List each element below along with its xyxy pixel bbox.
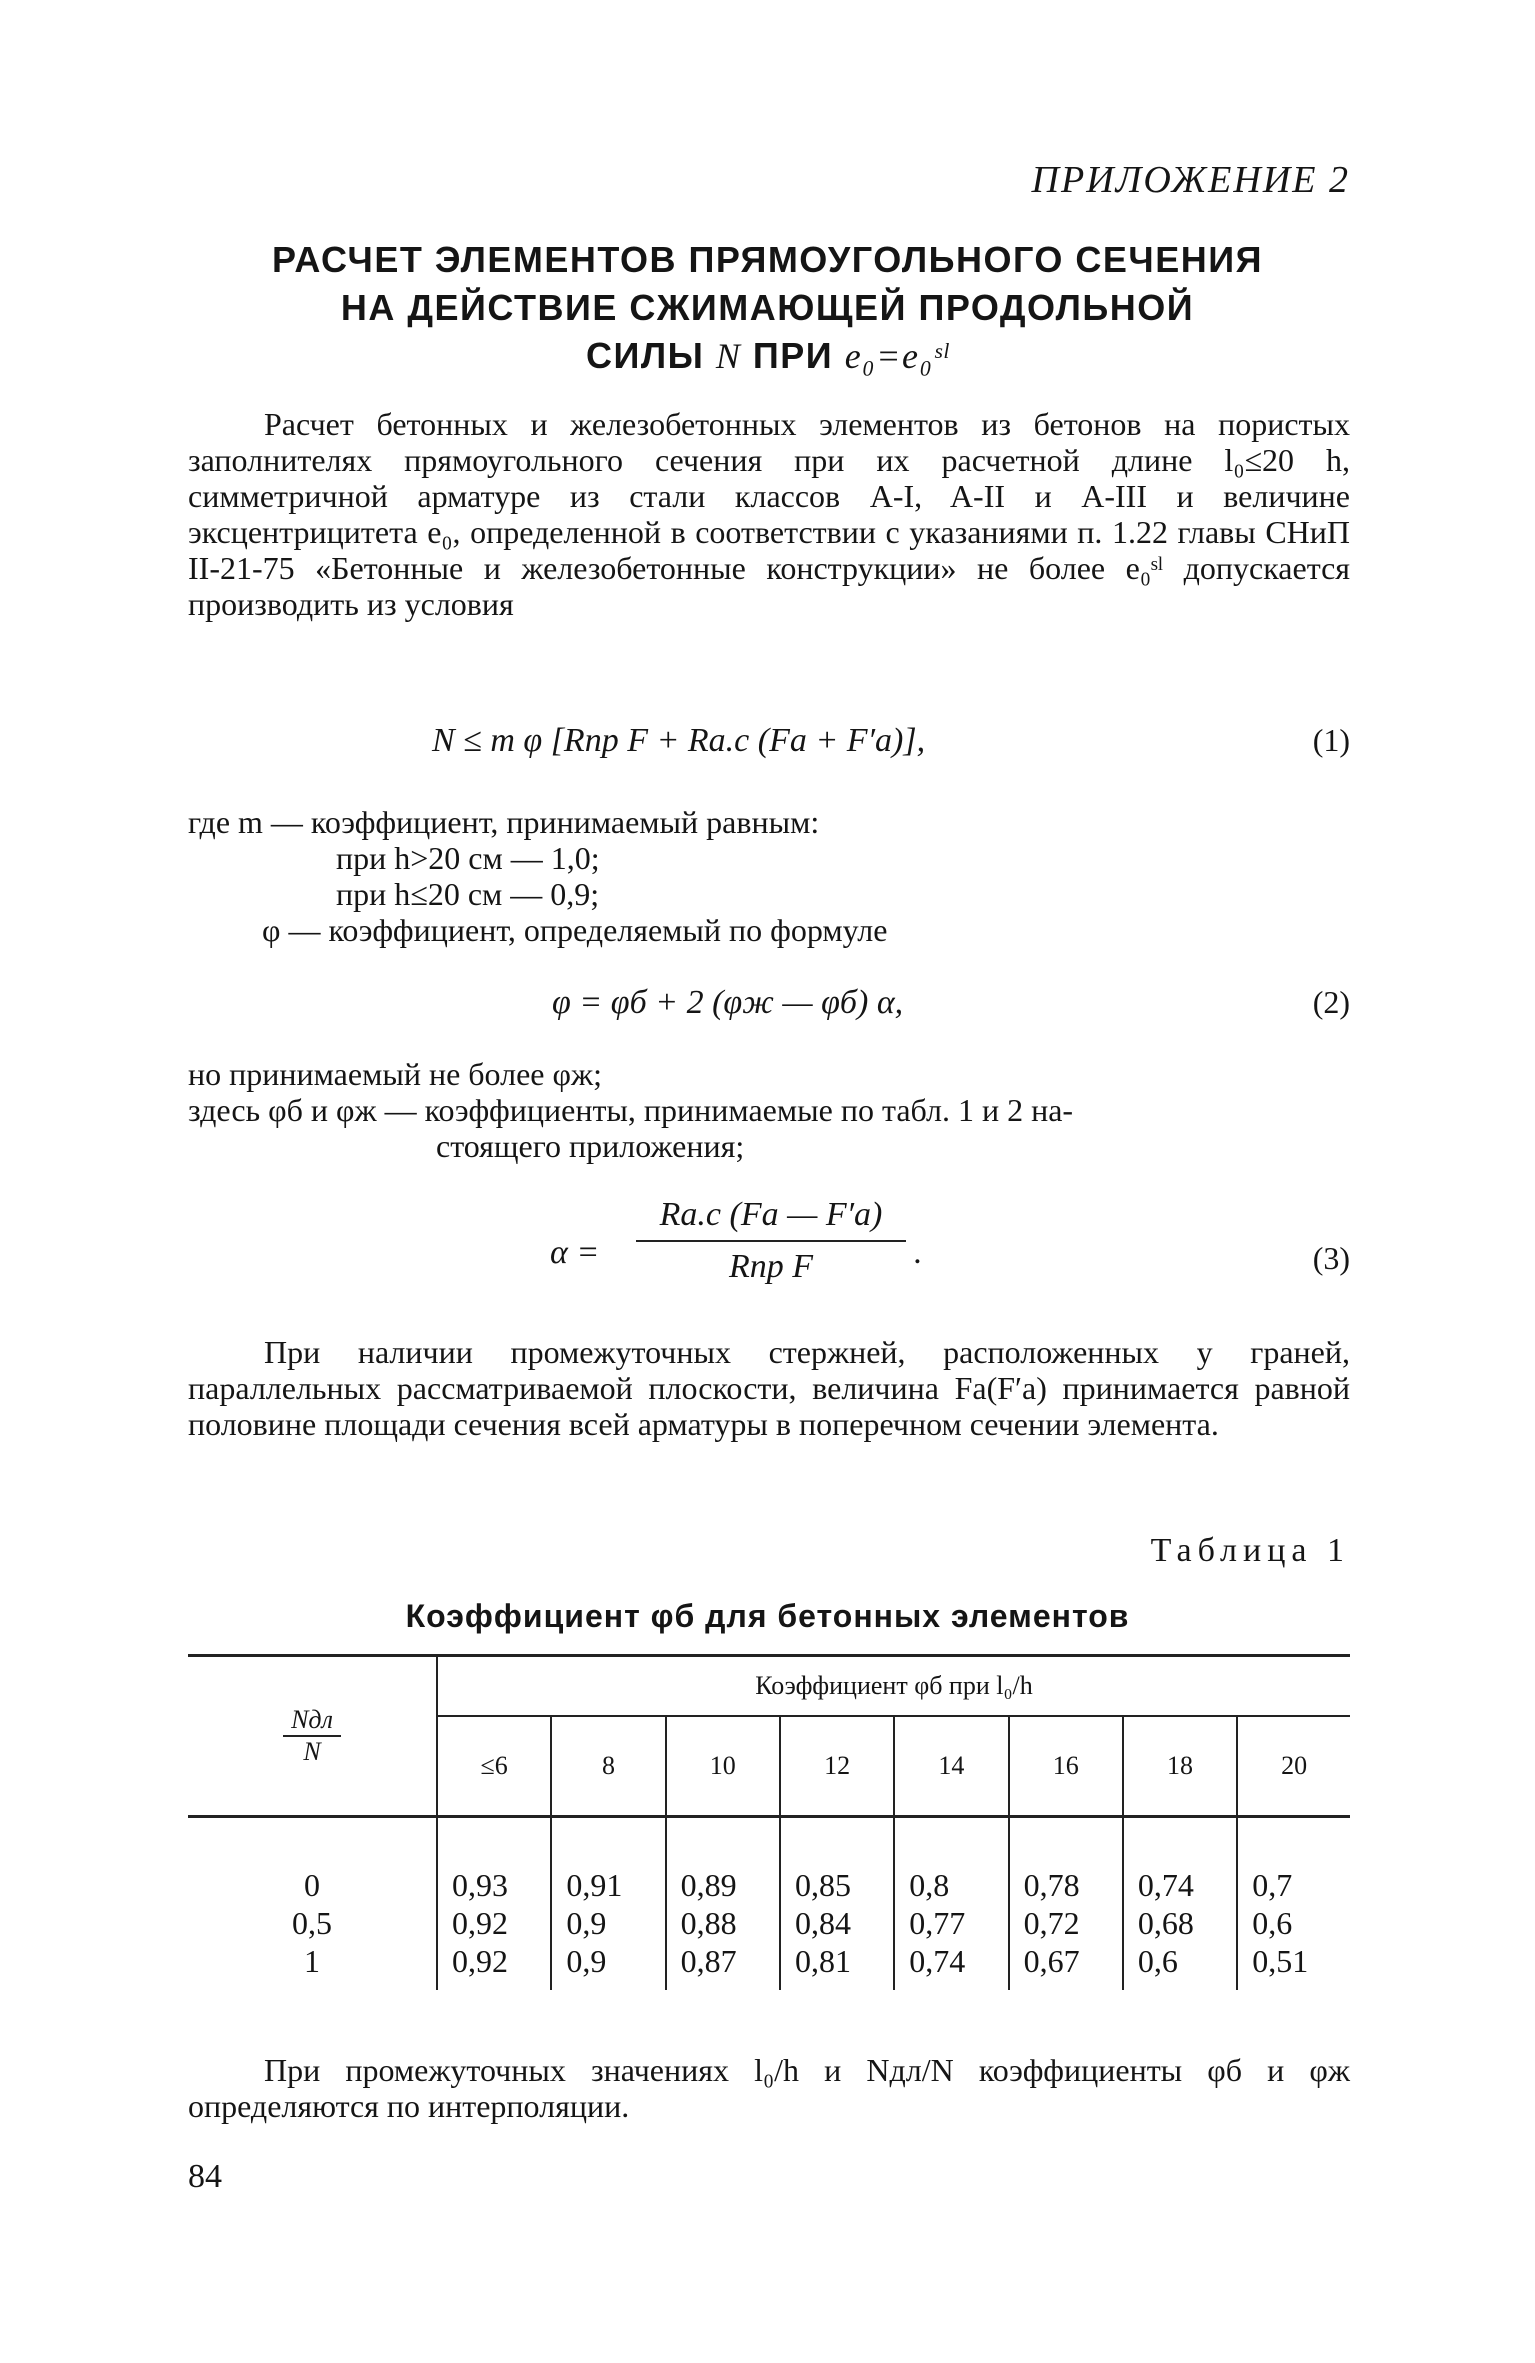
table-cell: 0,89 (680, 1867, 737, 1903)
phi-definition: φ — коэффициент, определяемый по формуле (262, 912, 888, 948)
row-key: 1 (304, 1943, 320, 1979)
table-column-cell (780, 1817, 894, 1991)
table-cell: 0,92 (452, 1943, 508, 1979)
formula-3-denominator: Rпр F (728, 1248, 814, 1285)
row-key: 0,5 (292, 1905, 332, 1941)
table-cell: 0,74 (909, 1943, 966, 1979)
formula-1-number: (1) (1312, 722, 1350, 758)
table-column-cell (894, 1817, 1008, 1991)
table-cell: 0,72 (1023, 1905, 1080, 1941)
page-number: 84 (188, 2158, 222, 2195)
coefficient-table (188, 1654, 1350, 1990)
table-stub-header (188, 1656, 437, 1817)
formula-3-dot: . (914, 1234, 923, 1271)
column-header: ≤6 (437, 1716, 551, 1817)
m-case-1: при h>20 см — 1,0; (336, 840, 600, 876)
formula-3-numerator: Rа.с (Fа — F′а) (636, 1196, 906, 1242)
table-column-cell (666, 1817, 780, 1991)
table-cell: 0,81 (794, 1943, 851, 1979)
stub-denominator: N (303, 1737, 321, 1766)
table-cell: 0,7 (1252, 1867, 1293, 1903)
table-cell: 0,84 (794, 1905, 851, 1941)
but-taken: но принимаемый не более φж; (188, 1056, 602, 1092)
table-column-cell (551, 1817, 665, 1991)
intro-paragraph: Расчет бетонных и железобетонных элементов из бетонов на пористых заполнителях прямоугольного сечения при их расчетной длине l₀≤20 h, симметричной арматуре из стали классов A-I, A-II и A-III и величине эксцентрицитета e₀, определенной в соответствии с указаниями п. 1.22 главы СНиП II-21-75 «Бетонные и железобетонные конструкции» не более e₀ˢˡ допускается производить из условия (188, 406, 1351, 622)
formula-2: φ = φб + 2 (φж — φб) α, (552, 984, 904, 1021)
table-column-cell (437, 1817, 551, 1991)
table-cell: 0,88 (680, 1905, 737, 1941)
table-body-row (188, 1817, 1350, 1991)
formula-3-fraction (636, 1196, 906, 1286)
table-cell: 0,51 (1252, 1943, 1309, 1979)
table-cell: 0,91 (566, 1867, 623, 1903)
table-column-cell (1237, 1817, 1350, 1991)
column-header: 8 (551, 1716, 665, 1817)
table-cell: 0,6 (1137, 1943, 1178, 1979)
table-cell: 0,87 (680, 1943, 737, 1979)
table-cell: 0,92 (452, 1905, 508, 1941)
column-header: 18 (1123, 1716, 1237, 1817)
column-header: 14 (894, 1716, 1008, 1817)
table-cell: 0,78 (1023, 1867, 1080, 1903)
table-cell: 0,8 (909, 1867, 950, 1903)
table-label: Таблица 1 (1150, 1532, 1350, 1569)
page-title (0, 236, 1535, 380)
table-cell: 0,9 (566, 1943, 607, 1979)
column-header: 10 (666, 1716, 780, 1817)
column-header: 12 (780, 1716, 894, 1817)
title-line-3-var: N (715, 336, 742, 376)
row-keys-cell (188, 1817, 437, 1991)
title-line-3-mid: ПРИ (741, 335, 845, 376)
table-cell: 0,85 (794, 1867, 851, 1903)
stub-numerator: Nдл (283, 1705, 341, 1737)
table-column-cell (1009, 1817, 1123, 1991)
table-cell: 0,68 (1137, 1905, 1194, 1941)
title-line-2: НА ДЕЙСТВИЕ СЖИМАЮЩЕЙ ПРОДОЛЬНОЙ (340, 287, 1195, 328)
interpolation-paragraph: При промежуточных значениях l₀/h и Nдл/N коэффициенты φб и φж определяются по интерполяции. (188, 2052, 1350, 2124)
table-cell: 0,77 (909, 1905, 966, 1941)
table-cell: 0,67 (1023, 1943, 1080, 1979)
table-cell: 0,9 (566, 1905, 607, 1941)
title-line-3 (0, 332, 1535, 380)
formula-2-number: (2) (1312, 984, 1350, 1020)
m-case-2: при h≤20 см — 0,9; (336, 876, 600, 912)
column-header: 16 (1009, 1716, 1123, 1817)
formula-1: N ≤ m φ [Rпр F + Rа.с (Fа + F′а)], (432, 722, 926, 759)
where-m: где m — коэффициент, принимаемый равным: (188, 804, 820, 840)
table-column-cell (1123, 1817, 1237, 1991)
title-line-3-formula: e₀=e₀ˢˡ (844, 336, 949, 376)
column-header: 20 (1237, 1716, 1350, 1817)
table-cell: 0,6 (1252, 1905, 1293, 1941)
here-line-cont: стоящего приложения; (436, 1128, 745, 1164)
formula-3-lhs: α = (550, 1234, 600, 1271)
table-cell: 0,93 (452, 1867, 508, 1903)
row-key: 0 (304, 1867, 320, 1903)
here-line: здесь φб и φж — коэффициенты, принимаемые по табл. 1 и 2 на- (188, 1092, 1074, 1128)
title-line-3-prefix: СИЛЫ (586, 335, 716, 376)
table-group-header: Коэффициент φб при l₀/h (437, 1656, 1350, 1717)
table-cell: 0,74 (1137, 1867, 1194, 1903)
formula-3-number: (3) (1312, 1240, 1350, 1276)
table-title: Коэффициент φб для бетонных элементов (405, 1598, 1130, 1634)
intermediate-bars-paragraph: При наличии промежуточных стержней, расположенных у граней, параллельных рассматриваемой плоскости, величина Fа(F′а) принимается равной половине площади сечения всей арматуры в поперечном сечении элемента. (188, 1334, 1350, 1442)
title-line-1: РАСЧЕТ ЭЛЕМЕНТОВ ПРЯМОУГОЛЬНОГО СЕЧЕНИЯ (272, 239, 1263, 280)
appendix-label: ПРИЛОЖЕНИЕ 2 (1031, 159, 1350, 201)
